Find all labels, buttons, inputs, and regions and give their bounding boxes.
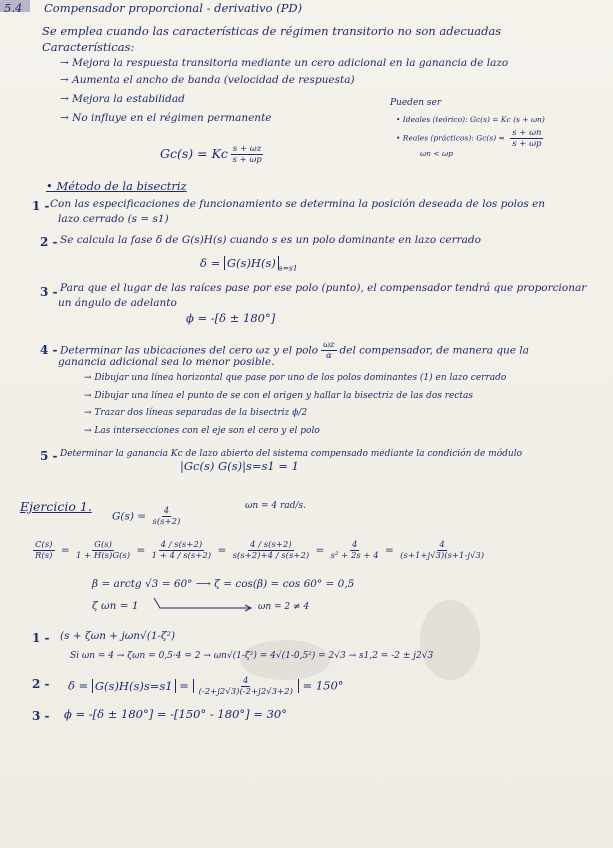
st2-fraction: $\frac{4}{(-2+j2√3)(-2+j2√3+2)}$ [198,676,293,697]
formula-gc [160,144,266,165]
cl-step-a: $\frac{G(s)}{1 + H(s)G(s)}$ [75,540,131,561]
step-4-text-a: Determinar las ubicaciones del cero ωz y el polo [60,344,319,357]
cl-step-d: $\frac{4}{\text{s² + 2s + 4}}$ [330,540,379,561]
step-number-3: 3 - [40,285,58,299]
page-title: Compensador proporcional - derivativo (PD) [44,1,303,15]
step-3-line-1: Para que el lugar de las raíces pase por ese polo (punto), el compensador tendrá que proporcionar [60,282,587,294]
side-item-real [396,128,546,149]
bullet-2: → Aumenta el ancho de banda (velocidad de respuesta) [60,74,355,86]
step-4-bullet-3: → Trazar dos líneas separadas de la bisectriz ϕ/2 [84,408,308,418]
g-lhs: G(s) = [112,510,150,523]
step-1-line-1: Con las especificaciones de funcionamiento se determina la posición deseada de los polos en [50,198,546,210]
step-5-line: Determinar la ganancia Kc de lazo abierto del sistema compensado mediante la condición de módulo [60,449,522,459]
side-condition: ωn < ωp [420,149,453,158]
step-4-bullet-4: → Las intersecciones con el eje son el cero y el polo [84,426,320,436]
step-4-line-2: ganancia adicional sea lo menor posible. [58,356,275,368]
step-2-formula-angle: G(s)H(s) [224,256,279,270]
st2-angle-expr [193,676,299,697]
step-4-text-b: del compensador, de manera que la [339,344,529,357]
side-title: Pueden ser [390,98,442,108]
step-2-formula [200,257,298,274]
st2-angle: G(s)H(s)s=s1 [92,679,176,693]
wn-check: ωn = 2 ≠ 4 [258,602,310,612]
step-number-2: 2 - [40,235,58,249]
step-5-formula: |Gc(s) G(s)|s=s1 = 1 [180,459,299,473]
exercise-step-2: δ = G(s)H(s)s=s1 = $\frac{4}{(-2+j2√3)(-2+j2√3+2)}$ = 150° [68,676,344,697]
intro-line: Se emplea cuando las características de régimen transitorio no son adecuadas [42,24,502,38]
exercise-step-number-3: 3 - [32,709,50,723]
side-item-real-label: • Reales (prácticos): Gc(s) = [396,133,508,143]
beta-line: β = arctg √3 = 60° ⟶ ζ = cos(β) = cos 60° = 0,5 [92,578,355,590]
exercise-step-3: ϕ = -[δ ± 180°] = -[150° - 180°] = 30° [64,707,287,721]
step-2-formula-sub: s=s1 [278,263,298,273]
st2-lhs: δ = [68,678,92,693]
cl-step-e: $\frac{4}{(s+1+j√3)(s+1-j√3)}$ [400,540,485,561]
zeta-line: ζ ωn = 1 [92,600,139,612]
side-fraction: $\frac{s + \omega n}{s + \omega p}$ [512,128,542,149]
arrow-icon [150,596,260,612]
step-2-line: Se calcula la fase δ de G(s)H(s) cuando s es un polo dominante en lazo cerrado [60,234,481,246]
formula-gc-lhs: Gc(s) = Kc [160,146,228,161]
exercise-step-1: (s + ζωn + jωn√(1-ζ²) [60,630,176,642]
g-fraction: $\frac{4}{s(s+2)}$ [152,506,181,527]
exercise-step-1-calc: Si ωn = 4 → ζωn = 0,5·4 = 2 → ωn√(1-ζ²) = 4√(1-0,5²) = 2√3 → s1,2 = -2 ± j2√3 [70,651,434,661]
side-item-ideal: • Ideales (teórico): Gc(s) = Kc (s + ωn) [396,115,545,124]
section-number: 5.4 [4,1,23,15]
cl-step-b: $\frac{4 / s(s+2)}{1 + 4 / s(s+2)}$ [151,540,212,561]
bullet-3: → Mejora la estabilidad [60,93,185,105]
method-title: • Método de la bisectriz [46,179,187,193]
step-4-bullet-1: → Dibujar una línea horizontal que pase por uno de los polos dominantes (1) en lazo cerrado [84,373,507,383]
closed-loop-derivation: $\frac{C(s)}{R(s)}$ = $\frac{G(s)}{1 + H(s)G(s)}$ = $\frac{4 / s(s+2)}{1 + 4 / s(s+2)}$ = $\frac{4 / s(s+2)}{s(s+2)+4 / s(s+2)}$ = $\frac{4}{\text{s² + 2s + 4}}$ = $\frac{4}{(s+1+j√3)(s+1-j√3)}$ [35,540,485,561]
cl-lhs: $\frac{C(s)}{R(s)}$ [35,540,53,561]
exercise-transfer-function [112,506,183,527]
bullet-4: → No influye en el régimen permanente [60,112,272,124]
step-4-fraction: $\frac{\omega z}{\alpha}$ [323,340,335,361]
formula-gc-fraction: $\frac{s + \omega z}{s + \omega p}$ [232,144,262,165]
step-number-5: 5 - [40,449,58,463]
intro-characteristics: Características: [42,40,135,54]
step-4-bullet-2: → Dibujar una línea el punto de se con el origen y hallar la bisectriz de las dos rectas [84,391,474,401]
exercise-step-number-1: 1 - [32,631,50,645]
paper-smudge [420,600,480,680]
step-number-4: 4 - [40,343,58,357]
bullet-1: → Mejora la respuesta transitoria mediante un cero adicional en la ganancia de lazo [60,57,509,69]
step-3-line-2: un ángulo de adelanto [58,297,177,309]
step-3-formula: ϕ = -[δ ± 180°] [186,311,276,325]
step-number-1: 1 - [32,199,50,213]
step-2-formula-lhs: δ = [200,256,224,270]
exercise-title: Ejercicio 1. [20,499,92,514]
exercise-step-number-2: 2 - [32,677,50,691]
natural-frequency: ωn = 4 rad/s. [245,501,306,511]
st2-result: = 150° [302,678,344,693]
step-1-line-2: lazo cerrado (s = s1) [58,213,169,225]
cl-step-c: $\frac{4 / s(s+2)}{s(s+2)+4 / s(s+2)}$ [232,540,310,561]
